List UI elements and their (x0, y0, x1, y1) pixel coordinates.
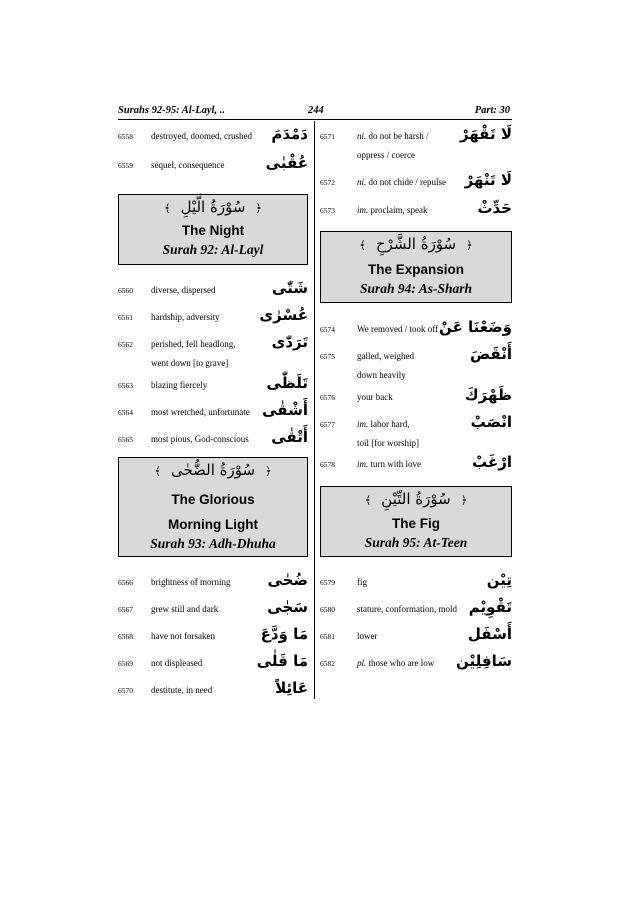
entry-gloss: lower (357, 631, 378, 641)
running-title: Surahs 92-95: Al-Layl, .. (118, 105, 225, 116)
entry-gloss: sequel, consequence (151, 160, 225, 170)
entry-number: 6580 (320, 605, 335, 614)
entry-number: 6559 (118, 161, 133, 170)
entry-number: 6575 (320, 352, 335, 361)
entry-gloss (357, 459, 421, 469)
entry-gloss: most wretched, unfortunate (151, 407, 250, 417)
vocab-entry (118, 302, 308, 326)
surah-arabic-name: سُوْرَةُ الَّيْلِ (180, 198, 246, 216)
vocab-entry (320, 167, 512, 191)
vocab-entry (118, 150, 308, 174)
vocab-entry (320, 648, 512, 672)
vocab-entry (118, 594, 308, 618)
entry-gloss: not displeased (151, 658, 203, 668)
surah-arabic-title (119, 461, 307, 479)
entry-arabic: حَدِّثْ (477, 199, 512, 217)
entry-number: 6567 (118, 605, 133, 614)
entry-arabic: مَا قَلٰى (256, 652, 308, 670)
entry-arabic: عَائِلاً (275, 679, 308, 697)
entry-gloss-continued: went down [to grave] (151, 358, 229, 368)
entry-gloss: grew still and dark (151, 604, 219, 614)
entry-number: 6574 (320, 325, 335, 334)
surah-english-title: The Fig (392, 516, 440, 531)
entry-gloss: destroyed, doomed, crushed (151, 131, 252, 141)
entry-arabic: وَضَعْنَا عَنْ (438, 318, 512, 336)
entry-gloss-continued: oppress / coerce (357, 150, 415, 160)
entry-number: 6570 (118, 686, 133, 695)
entry-number: 6568 (118, 632, 133, 641)
entry-number: 6563 (118, 381, 133, 390)
column-divider (314, 121, 315, 699)
entry-number: 6561 (118, 313, 133, 322)
entry-gloss: most pious, God-conscious (151, 434, 249, 444)
entry-gloss: destitute, in need (151, 685, 213, 695)
vocab-entry (118, 121, 308, 145)
entry-arabic: ظَهْرَكَ (464, 386, 512, 404)
vocab-entry (320, 449, 512, 473)
entry-number: 6581 (320, 632, 335, 641)
grammar-abbreviation: im. (357, 419, 369, 429)
grammar-abbreviation: ni. (357, 131, 367, 141)
surah-english-title: The Expansion (367, 262, 465, 277)
entry-gloss (357, 177, 446, 187)
entry-gloss (357, 131, 429, 141)
entry-gloss: brightness of morning (151, 577, 231, 587)
vocab-entry (320, 121, 512, 165)
vocab-entry (320, 409, 512, 453)
page-header (118, 105, 510, 119)
entry-arabic: أَنْقَضَ (469, 345, 512, 363)
entry-number: 6578 (320, 460, 335, 469)
surah-english-title: The Glorious (171, 492, 255, 507)
entry-gloss: your back (357, 392, 393, 402)
surah-heading-box (320, 231, 512, 303)
entry-gloss: have not forsaken (151, 631, 215, 641)
entry-number: 6562 (118, 340, 133, 349)
ornate-brace: ﴿ (460, 494, 468, 507)
entry-gloss-text: do not chide / repulse (366, 177, 446, 187)
entry-gloss: blazing fiercely (151, 380, 208, 390)
ornate-brace: ﴾ (359, 239, 366, 252)
entry-arabic: أَتْقٰى (271, 428, 308, 446)
page-number: 244 (308, 105, 324, 116)
header-rule (118, 119, 512, 120)
surah-subtitle: Surah 93: Adh-Dhuha (150, 536, 276, 551)
ornate-brace: ﴿ (466, 239, 473, 252)
ornate-brace: ﴿ (265, 465, 272, 478)
vocab-entry (118, 370, 308, 394)
entry-arabic: أَسْفَل (467, 625, 512, 643)
ornate-brace: ﴿ (255, 202, 262, 215)
entry-gloss: hardship, adversity (151, 312, 220, 322)
surah-heading-box (118, 457, 308, 557)
surah-arabic-title (119, 198, 307, 216)
surah-english-title-line2: Morning Light (168, 517, 258, 532)
entry-gloss: fig (357, 577, 367, 587)
entry-arabic: دَمْدَمَ (271, 125, 308, 143)
entry-arabic: سَافِلِيْن (456, 652, 512, 670)
entry-gloss: stature, conformation, mold (357, 604, 457, 614)
vocab-entry (118, 675, 308, 699)
entry-arabic: ارْغَبْ (472, 453, 512, 471)
vocab-entry (320, 195, 512, 219)
surah-subtitle: Surah 92: Al-Layl (162, 242, 264, 257)
ornate-brace: ﴾ (364, 494, 372, 507)
vocab-entry (320, 341, 512, 385)
entry-number: 6564 (118, 408, 133, 417)
entry-number: 6577 (320, 420, 335, 429)
surah-heading-box (320, 486, 512, 557)
entry-number: 6576 (320, 393, 335, 402)
entry-arabic: ضُحٰى (267, 571, 308, 589)
surah-subtitle: Surah 94: As-Sharh (359, 281, 473, 296)
entry-arabic: تَقْوِيْم (468, 598, 512, 616)
surah-heading-box (118, 194, 308, 265)
entry-gloss: galled, weighed (357, 351, 414, 361)
part-label: Part: 30 (474, 105, 510, 116)
entry-gloss (357, 205, 427, 215)
entry-gloss (357, 658, 434, 668)
ornate-brace: ﴾ (164, 202, 171, 215)
vocab-entry (320, 314, 512, 338)
entry-gloss-text: turn with love (368, 459, 421, 469)
grammar-abbreviation: ni. (357, 177, 367, 187)
entry-number: 6569 (118, 659, 133, 668)
grammar-abbreviation: im. (357, 205, 369, 215)
vocab-entry (118, 275, 308, 299)
entry-arabic: سَجٰى (267, 598, 308, 616)
surah-arabic-name: سُوْرَةُ التِّيْنِ (381, 490, 451, 508)
entry-gloss-text: labor hard, (368, 419, 410, 429)
vocab-entry (320, 621, 512, 645)
entry-number: 6560 (118, 286, 133, 295)
entry-arabic: شَتّٰى (271, 279, 308, 297)
vocab-entry (320, 382, 512, 406)
entry-arabic: تَلَظّٰى (266, 374, 308, 392)
surah-arabic-name: سُوْرَةُ الضُّحٰى (170, 461, 256, 479)
surah-arabic-name: سُوْرَةُ الشَّرْحِ (375, 235, 457, 253)
entry-number: 6571 (320, 132, 335, 141)
vocab-entry (118, 648, 308, 672)
entry-arabic: أَشْقٰى (262, 401, 308, 419)
entry-arabic: لَا تَقْهَرْ (459, 125, 512, 143)
entry-number: 6582 (320, 659, 335, 668)
entry-number: 6572 (320, 178, 335, 187)
entry-arabic: عُقْبٰى (265, 154, 308, 172)
vocab-entry (320, 594, 512, 618)
entry-arabic: تَرَدّٰى (271, 333, 308, 351)
vocab-entry (118, 397, 308, 421)
entry-arabic: تِيْن (486, 571, 512, 589)
entry-gloss: We removed / took off (357, 324, 439, 334)
vocab-entry (320, 567, 512, 591)
vocab-entry (118, 424, 308, 448)
vocab-entry (118, 567, 308, 591)
surah-english-title: The Night (181, 223, 245, 238)
entry-number: 6565 (118, 435, 133, 444)
entry-arabic: انْصَبْ (470, 413, 512, 431)
entry-number: 6573 (320, 206, 335, 215)
entry-gloss-text: those who are low (366, 658, 435, 668)
entry-gloss-continued: down heavily (357, 370, 406, 380)
surah-subtitle: Surah 95: At-Teen (364, 535, 468, 550)
entry-gloss (357, 419, 409, 429)
entry-gloss-continued: toil [for worship] (357, 438, 419, 448)
ornate-brace: ﴾ (154, 465, 161, 478)
entry-gloss: perished, fell headlong, (151, 339, 236, 349)
entry-gloss: diverse, dispersed (151, 285, 216, 295)
entry-arabic: لَا تَنْهَرْ (464, 171, 512, 189)
entry-gloss-text: do not be harsh / (366, 131, 429, 141)
entry-arabic: مَا وَدَّعَ (260, 625, 308, 643)
entry-number: 6558 (118, 132, 133, 141)
entry-gloss-text: proclaim, speak (368, 205, 428, 215)
surah-arabic-title (321, 235, 511, 253)
grammar-abbreviation: im. (357, 459, 369, 469)
vocab-entry (118, 621, 308, 645)
vocab-entry (118, 329, 308, 373)
surah-arabic-title (321, 490, 511, 508)
entry-arabic: عُسْرٰى (259, 306, 308, 324)
grammar-abbreviation: pl. (357, 658, 367, 668)
entry-number: 6579 (320, 578, 335, 587)
entry-number: 6566 (118, 578, 133, 587)
